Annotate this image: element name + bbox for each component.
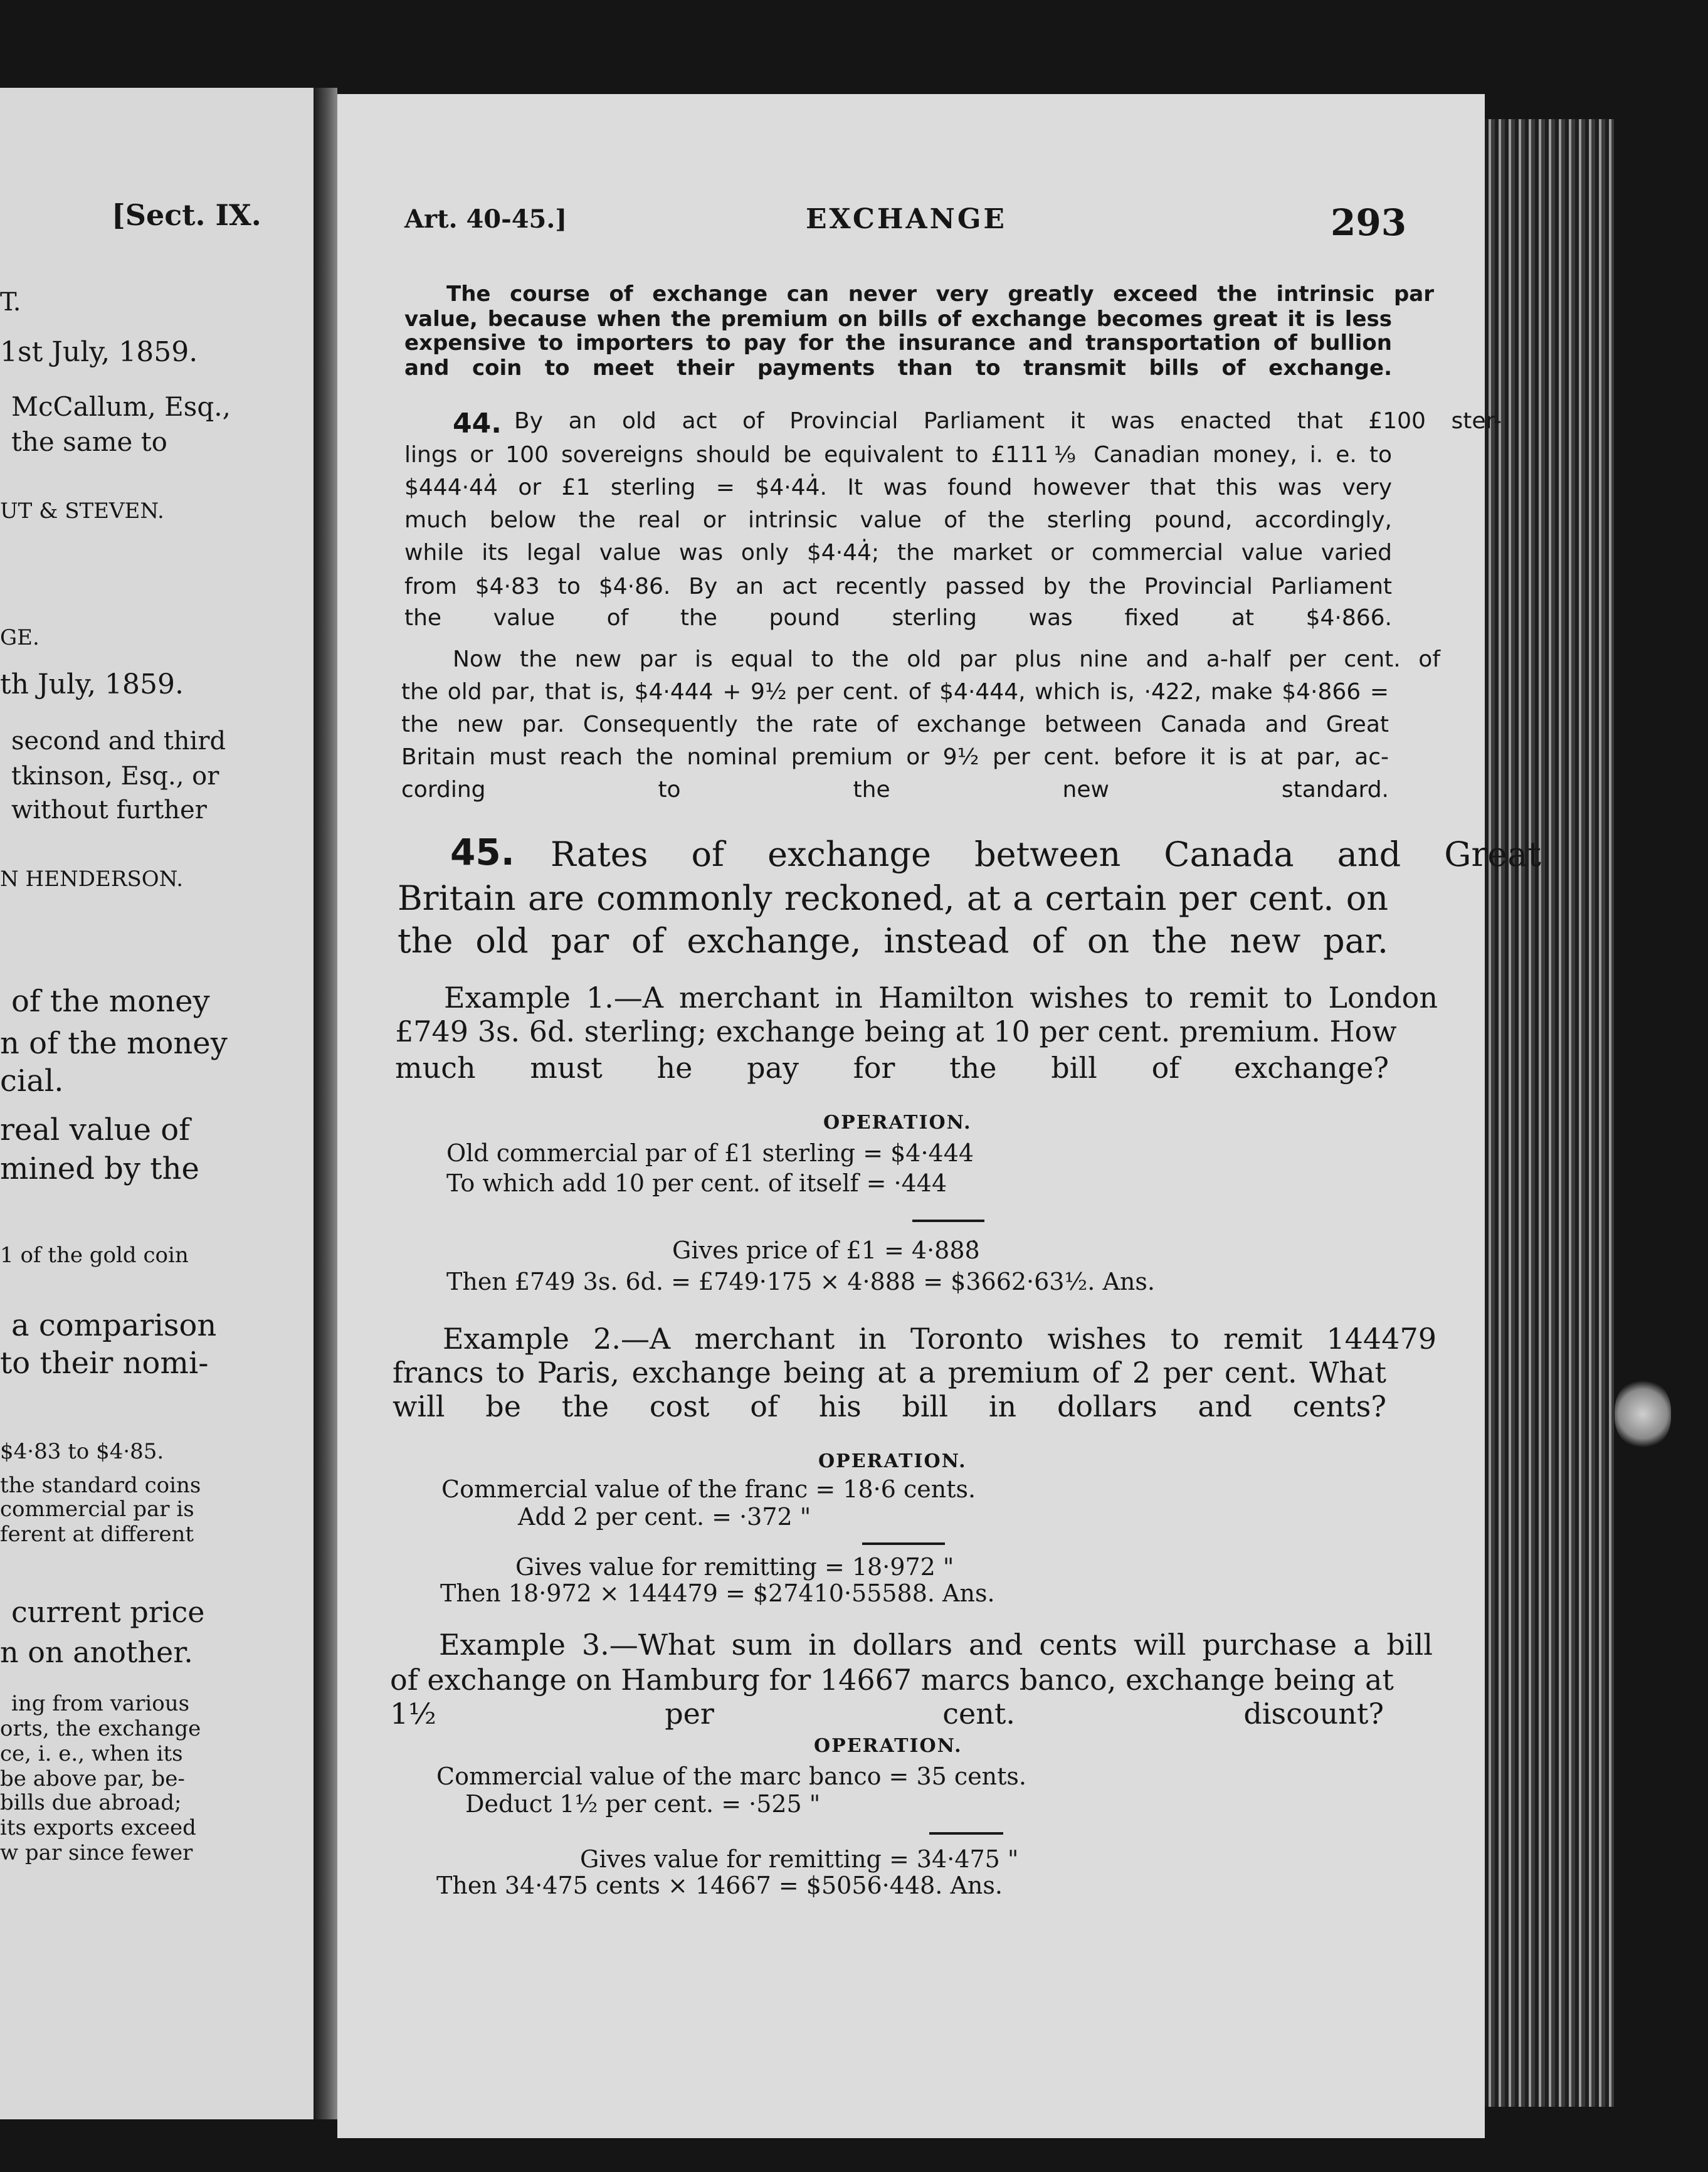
article-44-line: the value of the pound sterling was fixed at $4·866.: [404, 605, 1392, 631]
intro-line: value, because when the premium on bills of exchange becomes great it is less: [404, 307, 1392, 332]
example-3-line: of exchange on Hamburg for 14667 marcs banco, exchange being at: [390, 1663, 1394, 1697]
left-page-line: 1 of the gold coin: [0, 1243, 189, 1268]
page-edges: [1485, 119, 1614, 2107]
article-44-line: lings or 100 sovereigns should be equivalent to £111⅑ Canadian money, i. e. to: [404, 442, 1392, 468]
operation-3-line: Gives value for remitting = 34·475 ": [580, 1845, 1019, 1873]
operation-3-line: Commercial value of the marc banco = 35 cents.: [436, 1763, 1027, 1790]
left-page-line: ce, i. e., when its: [0, 1741, 183, 1766]
left-page-line: GE.: [0, 625, 40, 650]
operation-2-rule: [862, 1542, 945, 1545]
intro-line: The course of exchange can never very greatly exceed the intrinsic par: [446, 282, 1434, 307]
article-44-number: 44.: [453, 408, 502, 440]
left-page-line: ing from various: [11, 1691, 190, 1716]
left-page-line: bills due abroad;: [0, 1790, 182, 1815]
example-1-line: Example 1.—A merchant in Hamilton wishes to remit to London: [444, 981, 1438, 1015]
operation-2-line: Commercial value of the franc = 18·6 cents.: [441, 1475, 976, 1503]
intro-line: expensive to importers to pay for the insurance and transportation of bullion: [404, 330, 1392, 356]
left-page-line: McCallum, Esq.,: [11, 391, 231, 422]
page-number: 293: [1331, 201, 1407, 244]
article-44-line: much below the real or intrinsic value of the sterling pound, accordingly,: [404, 507, 1392, 533]
operation-3-line: Deduct 1½ per cent. = ·525 ": [465, 1790, 821, 1818]
left-page-line: second and third: [11, 727, 226, 756]
left-page-line: to their nomi-: [0, 1346, 209, 1381]
left-page-line: w par since fewer: [0, 1840, 193, 1865]
left-page-line: real value of: [0, 1112, 190, 1147]
left-page-line: n of the money: [0, 1026, 228, 1061]
article-44-line: $444·44̇ or £1 sterling = $4·44̇. It was found however that this was very: [404, 475, 1392, 500]
operation-2-line: Add 2 per cent. = ·372 ": [518, 1503, 811, 1531]
left-page-line: N HENDERSON.: [0, 867, 184, 892]
left-page-line: a comparison: [11, 1308, 217, 1343]
left-page-line: n on another.: [0, 1635, 193, 1669]
left-page-line: commercial par is: [0, 1497, 194, 1522]
operation-3-line: Then 34·475 cents × 14667 = $5056·448. Ans.: [436, 1872, 1003, 1899]
left-page-line: orts, the exchange: [0, 1716, 201, 1741]
left-page-line: ferent at different: [0, 1522, 194, 1547]
left-page-line: UT & STEVEN.: [0, 498, 164, 524]
operation-1-line: To which add 10 per cent. of itself = ·444: [446, 1169, 947, 1197]
left-page-line: its exports exceed: [0, 1815, 196, 1840]
article-44b-line: Britain must reach the nominal premium or 9½ per cent. before it is at par, ac-: [401, 744, 1389, 770]
article-44b-line: the new par. Consequently the rate of exchange between Canada and Great: [401, 712, 1389, 737]
book-gutter: [314, 88, 337, 2119]
left-page-line: without further: [11, 796, 207, 825]
left-page-line: tkinson, Esq., or: [11, 762, 219, 791]
article-44b-line: cording to the new standard.: [401, 777, 1389, 803]
left-page-line: current price: [11, 1595, 205, 1629]
article-45-line: Britain are commonly reckoned, at a certain per cent. on: [398, 878, 1388, 918]
article-45-number: 45.: [450, 831, 515, 873]
left-page-header: [Sect. IX.: [112, 198, 261, 232]
example-3-line: Example 3.—What sum in dollars and cents will purchase a bill: [439, 1628, 1433, 1662]
article-45-line: the old par of exchange, instead of on the new par.: [398, 921, 1388, 961]
left-page-line: the standard coins: [0, 1473, 201, 1498]
article-44b-line: the old par, that is, $4·444 + 9½ per cent. of $4·444, which is, ·422, make $4·866 =: [401, 679, 1389, 705]
example-2-line: francs to Paris, exchange being at a premium of 2 per cent. What: [393, 1356, 1386, 1389]
running-head-article: Art. 40-45.]: [404, 204, 567, 234]
example-1-line: £749 3s. 6d. sterling; exchange being at 10 per cent. premium. How: [395, 1015, 1397, 1048]
operation-3-label: OPERATION.: [814, 1735, 962, 1757]
running-head-title: EXCHANGE: [806, 203, 1007, 235]
left-page-line: mined by the: [0, 1151, 199, 1186]
left-page-line: cial.: [0, 1063, 64, 1099]
operation-3-rule: [929, 1832, 1003, 1835]
left-page-line: be above par, be-: [0, 1766, 185, 1791]
left-page-line: T.: [0, 288, 21, 317]
operation-1-label: OPERATION.: [823, 1112, 972, 1134]
stain-mark: [1615, 1379, 1671, 1448]
article-44-line: while its legal value was only $4·44̇; the market or commercial value varied: [404, 540, 1392, 566]
operation-1-line: Old commercial par of £1 sterling = $4·444̇: [446, 1139, 974, 1167]
operation-2-line: Gives value for remitting = 18·972 ": [515, 1553, 954, 1581]
intro-line: and coin to meet their payments than to transmit bills of exchange.: [404, 356, 1392, 381]
example-2-line: will be the cost of his bill in dollars and cents?: [393, 1389, 1386, 1423]
operation-1-rule: [912, 1220, 984, 1222]
left-page-line: of the money: [11, 984, 210, 1019]
example-3-line: 1½ per cent. discount?: [390, 1697, 1384, 1731]
article-44b-line: Now the new par is equal to the old par plus nine and a-half per cent. of: [453, 646, 1440, 672]
article-44-line: from $4·83 to $4·86. By an act recently passed by the Provincial Parliament: [404, 574, 1392, 599]
left-page-line: 1st July, 1859.: [0, 336, 198, 368]
article-44-line: By an old act of Provincial Parliament it was enacted that £100 ster-: [514, 408, 1502, 434]
operation-2-line: Then 18·972 × 144479 = $27410·55588. Ans.: [440, 1579, 995, 1607]
operation-2-label: OPERATION.: [818, 1450, 967, 1472]
example-1-line: much must he pay for the bill of exchange?: [395, 1051, 1389, 1085]
left-page-line: the same to: [11, 426, 167, 457]
example-2-line: Example 2.—A merchant in Toronto wishes to remit 144479: [443, 1322, 1437, 1356]
left-page-line: $4·83 to $4·85.: [0, 1439, 164, 1464]
left-page-line: th July, 1859.: [0, 668, 184, 700]
operation-1-line: Gives price of £1 = 4·888̇: [672, 1236, 980, 1264]
article-45-line: Rates of exchange between Canada and Great: [551, 835, 1541, 874]
operation-1-line: Then £749 3s. 6d. = £749·175 × 4·888 = $3662·63½. Ans.: [446, 1268, 1155, 1295]
